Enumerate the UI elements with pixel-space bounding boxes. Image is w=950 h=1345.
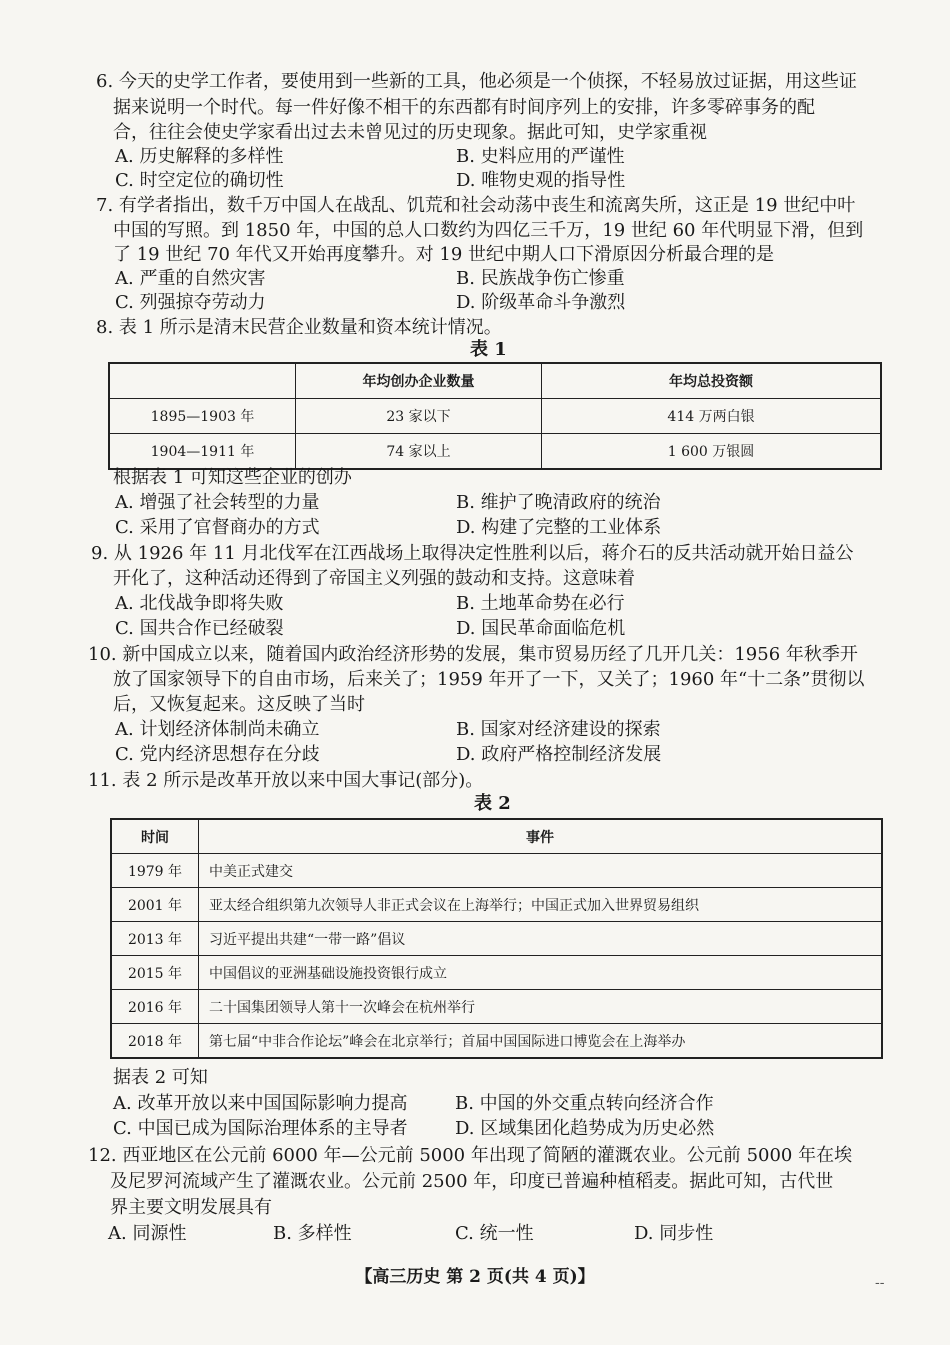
q6-option-b[interactable]: B. 史料应用的严谨性 — [456, 146, 625, 167]
q11-option-c[interactable]: C. 中国已成为国际治理体系的主导者 — [113, 1118, 408, 1139]
q9-option-c[interactable]: C. 国共合作已经破裂 — [115, 618, 284, 639]
table2-event: 中国倡议的亚洲基础设施投资银行成立 — [199, 956, 883, 990]
table2-header-event: 事件 — [199, 819, 883, 854]
q6-option-a[interactable]: A. 历史解释的多样性 — [115, 146, 284, 167]
table2-event: 亚太经合组织第九次领导人非正式会议在上海举行；中国正式加入世界贸易组织 — [199, 888, 883, 922]
table1-cell: 1 600 万银圆 — [542, 434, 882, 470]
table2 — [110, 818, 883, 1059]
q11-stem-after: 据表 2 可知 — [113, 1067, 208, 1088]
q11-line-1: 11. 表 2 所示是改革开放以来中国大事记(部分)。 — [88, 770, 484, 791]
q7-option-c[interactable]: C. 列强掠夺劳动力 — [115, 292, 266, 313]
q12-option-c[interactable]: C. 统一性 — [455, 1223, 534, 1244]
q10-line-3: 后，又恢复起来。这反映了当时 — [113, 694, 365, 715]
table2-caption: 表 2 — [474, 793, 511, 814]
table1-cell: 414 万两白银 — [542, 399, 882, 434]
table2-event: 中美正式建交 — [199, 854, 883, 888]
q8-option-a[interactable]: A. 增强了社会转型的力量 — [115, 492, 320, 513]
q12-option-d[interactable]: D. 同步性 — [634, 1223, 714, 1244]
table1-cell: 1904—1911 年 — [109, 434, 296, 470]
table-row — [111, 854, 882, 888]
page-footer: 【高三历史 第 2 页(共 4 页)】 — [355, 1267, 595, 1287]
q10-option-a[interactable]: A. 计划经济体制尚未确立 — [115, 719, 320, 740]
q9-option-b[interactable]: B. 土地革命势在必行 — [456, 593, 625, 614]
q11-option-d[interactable]: D. 区域集团化趋势成为历史必然 — [455, 1118, 715, 1139]
q8-line-1: 8. 表 1 所示是清末民营企业数量和资本统计情况。 — [96, 317, 502, 338]
q7-line-3: 了 19 世纪 70 年代又开始再度攀升。对 19 世纪中期人口下滑原因分析最合理的是 — [113, 244, 775, 265]
table1-caption: 表 1 — [470, 339, 507, 360]
table-row — [111, 888, 882, 922]
table-row — [111, 1024, 882, 1059]
q12-line-1: 12. 西亚地区在公元前 6000 年—公元前 5000 年出现了简陋的灌溉农业。公元前 5000 年在埃 — [88, 1145, 853, 1166]
q8-stem-after: 根据表 1 可知这些企业的创办 — [113, 467, 352, 488]
table-row — [111, 956, 882, 990]
q11-option-b[interactable]: B. 中国的外交重点转向经济合作 — [455, 1093, 714, 1114]
table-row — [111, 990, 882, 1024]
table2-year: 2016 年 — [111, 990, 199, 1024]
table1-cell: 1895—1903 年 — [109, 399, 296, 434]
table2-event: 习近平提出共建“一带一路”倡议 — [199, 922, 883, 956]
table2-header-time: 时间 — [111, 819, 199, 854]
q12-line-2: 及尼罗河流域产生了灌溉农业。公元前 2500 年，印度已普遍种植稻麦。据此可知，古代世 — [110, 1171, 834, 1192]
table2-event: 二十国集团领导人第十一次峰会在杭州举行 — [199, 990, 883, 1024]
q8-option-d[interactable]: D. 构建了完整的工业体系 — [456, 517, 662, 538]
table1-cell: 23 家以下 — [296, 399, 542, 434]
table1-header-count: 年均创办企业数量 — [296, 363, 542, 399]
table2-header-row — [111, 819, 882, 854]
table2-year: 2001 年 — [111, 888, 199, 922]
table2-year: 1979 年 — [111, 854, 199, 888]
q9-line-1: 9. 从 1926 年 11 月北伐军在江西战场上取得决定性胜利以后，蒋介石的反共活动就开始日益公 — [91, 543, 854, 564]
q7-option-a[interactable]: A. 严重的自然灾害 — [115, 268, 266, 289]
table1-header-row — [109, 363, 881, 399]
table1-cell: 74 家以上 — [296, 434, 542, 470]
q7-line-1: 7. 有学者指出，数千万中国人在战乱、饥荒和社会动荡中丧生和流离失所，这正是 19 世纪中叶 — [96, 195, 856, 216]
q7-line-2: 中国的写照。到 1850 年，中国的总人口数约为四亿三千万，19 世纪 60 年代明显下滑，但到 — [113, 220, 864, 241]
q9-option-d[interactable]: D. 国民革命面临危机 — [456, 618, 626, 639]
q6-option-d[interactable]: D. 唯物史观的指导性 — [456, 170, 626, 191]
table2-year: 2018 年 — [111, 1024, 199, 1059]
q9-line-2: 开化了，这种活动还得到了帝国主义列强的鼓动和支持。这意味着 — [113, 568, 635, 589]
q6-line-3: 合，往往会使史学家看出过去未曾见过的历史现象。据此可知，史学家重视 — [113, 122, 707, 143]
q9-option-a[interactable]: A. 北伐战争即将失败 — [115, 593, 284, 614]
q10-option-c[interactable]: C. 党内经济思想存在分歧 — [115, 744, 320, 765]
table-row — [109, 434, 881, 470]
corner-mark: -- — [875, 1275, 885, 1291]
table1 — [108, 362, 882, 470]
table1-header-blank — [109, 363, 296, 399]
q6-line-2: 据来说明一个时代。每一件好像不相干的东西都有时间序列上的安排，许多零碎事务的配 — [113, 97, 815, 118]
q6-option-c[interactable]: C. 时空定位的确切性 — [115, 170, 284, 191]
q11-option-a[interactable]: A. 改革开放以来中国国际影响力提高 — [113, 1093, 408, 1114]
q12-option-a[interactable]: A. 同源性 — [108, 1223, 187, 1244]
table1-header-investment: 年均总投资额 — [542, 363, 882, 399]
table-row — [109, 399, 881, 434]
q8-option-b[interactable]: B. 维护了晚清政府的统治 — [456, 492, 661, 513]
q10-option-d[interactable]: D. 政府严格控制经济发展 — [456, 744, 662, 765]
q6-line-1: 6. 今天的史学工作者，要使用到一些新的工具，他必须是一个侦探，不轻易放过证据，用这些证 — [96, 71, 857, 92]
q7-option-d[interactable]: D. 阶级革命斗争激烈 — [456, 292, 626, 313]
q8-option-c[interactable]: C. 采用了官督商办的方式 — [115, 517, 320, 538]
q10-line-1: 10. 新中国成立以来，随着国内政治经济形势的发展，集市贸易历经了几开几关：1956 年秋季开 — [88, 644, 858, 665]
table2-event: 第七届“中非合作论坛”峰会在北京举行；首届中国国际进口博览会在上海举办 — [199, 1024, 883, 1059]
q12-line-3: 界主要文明发展具有 — [110, 1197, 272, 1218]
table2-year: 2015 年 — [111, 956, 199, 990]
q12-option-b[interactable]: B. 多样性 — [273, 1223, 352, 1244]
q7-option-b[interactable]: B. 民族战争伤亡惨重 — [456, 268, 625, 289]
q10-line-2: 放了国家领导下的自由市场，后来关了；1959 年开了一下，又关了；1960 年“十二条”贯彻以 — [113, 669, 865, 690]
table2-year: 2013 年 — [111, 922, 199, 956]
q10-option-b[interactable]: B. 国家对经济建设的探索 — [456, 719, 661, 740]
table-row — [111, 922, 882, 956]
